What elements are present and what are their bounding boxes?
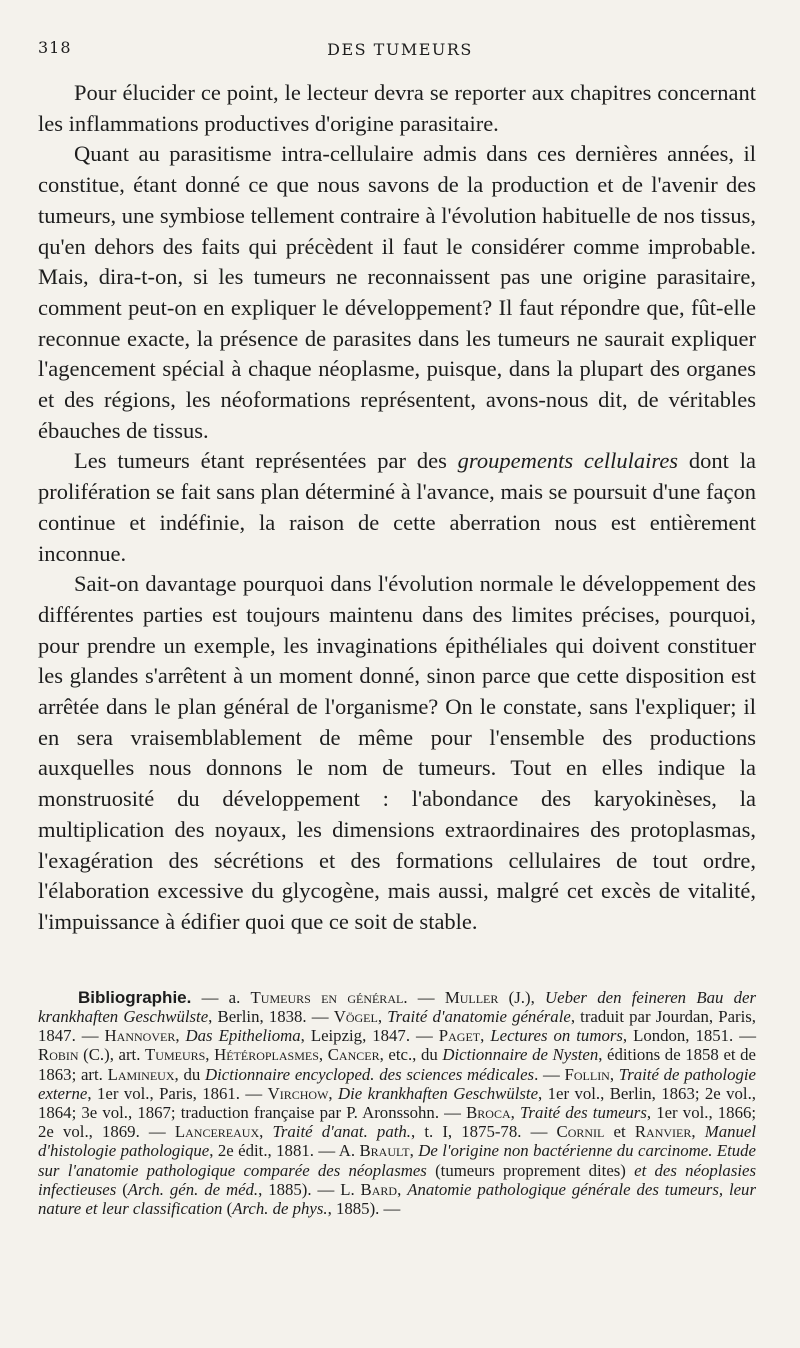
bibliography bbox=[38, 988, 756, 1218]
bibliography-text: , 2e édit., 1881. — A. bbox=[209, 1141, 360, 1161]
bibliography-title: Das Epithelioma bbox=[185, 1026, 301, 1046]
bibliography-text: , traduit par Jourdan, Paris, 1847. — bbox=[38, 1006, 757, 1046]
bibliography-title: Traité de pathologie externe bbox=[38, 1064, 756, 1103]
bibliography-text: , Leipzig, 1847. — bbox=[300, 1026, 439, 1046]
bibliography-author: Cornil bbox=[556, 1122, 605, 1142]
bibliography-text: , t. I, 1875-78. — bbox=[410, 1122, 557, 1142]
bibliography-title: Anatomie pathologique générale des tumeurs, leur nature et leur classification bbox=[38, 1179, 756, 1218]
bibliography-author: Tumeurs en général bbox=[250, 987, 404, 1007]
bibliography-title: Traité d'anat. path. bbox=[272, 1122, 411, 1142]
bibliography-text: , 1885). — L. bbox=[258, 1179, 361, 1199]
bibliography-title: Lectures on tumors bbox=[490, 1026, 623, 1046]
bibliography-text: , bbox=[175, 1026, 186, 1046]
bibliography-text: , bbox=[691, 1122, 705, 1142]
bibliography-title: Arch. gén. de méd. bbox=[127, 1179, 259, 1199]
bibliography-text: , du bbox=[174, 1064, 205, 1084]
bibliography-title: De l'origine non bactérienne du carcinome. Etude sur l'anatomie pathologique comparée des néoplasmes bbox=[38, 1141, 756, 1180]
bibliography-title: Die krankhaften Geschwülste bbox=[338, 1083, 539, 1103]
bibliography-text: , etc., du bbox=[379, 1045, 443, 1065]
bibliography-title: Ueber den feineren Bau der krankhaften Geschwülste bbox=[38, 987, 756, 1026]
bibliography-text: . — bbox=[403, 987, 445, 1007]
bibliography-text: , bbox=[409, 1141, 419, 1161]
bibliography-text: , bbox=[328, 1083, 338, 1103]
bibliography-text: ( bbox=[116, 1179, 128, 1199]
bibliography-text: , bbox=[480, 1026, 491, 1046]
bibliography-title: Traité d'anatomie générale bbox=[387, 1006, 571, 1026]
bibliography-title: Dictionnaire encycloped. des sciences médicales bbox=[204, 1064, 535, 1084]
bibliography-text: , Berlin, 1838. — bbox=[208, 1006, 334, 1026]
bibliography-author: Vögel bbox=[333, 1006, 378, 1026]
bibliography-author: Tumeurs, Hétéroplasmes, Cancer bbox=[145, 1045, 380, 1065]
bibliography-text: , 1er vol., 1866; 2e vol., 1869. — bbox=[38, 1102, 757, 1142]
bibliography-text: ( bbox=[222, 1198, 233, 1218]
bibliography-title: Manuel d'histologie pathologique bbox=[38, 1122, 756, 1161]
bibliography-title: et des néoplasies infectieuses bbox=[38, 1160, 756, 1199]
paragraph-1: Pour élucider ce point, le lecteur devra se reporter aux chapitres concernant les inflammations productives d'origine parasitaire. bbox=[38, 80, 756, 136]
page-number: 318 bbox=[38, 38, 72, 57]
bibliography-text: . — bbox=[534, 1064, 565, 1084]
bibliography-author: Follin bbox=[564, 1064, 610, 1084]
bibliography-text: , London, 1851. — bbox=[622, 1026, 757, 1046]
bibliography-text: , bbox=[397, 1179, 408, 1199]
bibliography-text: , 1er vol., Berlin, 1863; 2e vol., 1864; 3e vol., 1867; traduction française par P. Aronssohn. — bbox=[38, 1083, 756, 1122]
bibliography-text: et bbox=[604, 1122, 635, 1142]
bibliography-text: , bbox=[259, 1122, 273, 1142]
bibliography-text: , 1885). — bbox=[327, 1198, 401, 1218]
bibliography-author: Ranvier bbox=[634, 1122, 692, 1142]
paragraph-2: Quant au parasitisme intra-cellulaire admis dans ces dernières années, il constitue, étant donné ce que nous savons de la production et de l'avenir des tumeurs, une symbiose tellement contraire à l'évolution habituelle de nos tissus, qu'en dehors des faits qui précèdent il faut le considérer comme improbable. Mais, dira-t-on, si les tumeurs ne reconnaissent pas une origine parasitaire, comment peut-on en expliquer le développement? Il faut répondre que, fût-elle reconnue exacte, la présence de parasites dans les tumeurs ne saurait expliquer l'agencement spécial à chaque néoplasme, puisque, dans la plupart des organes et des régions, les néoformations représentent, avons-nous dit, de véritables ébauches de tissus. bbox=[38, 141, 756, 443]
bibliography-author: Lamineux bbox=[107, 1064, 175, 1084]
paragraph-3-text-start: Les tumeurs étant représentées par des bbox=[74, 448, 458, 474]
bibliography-text: — a. bbox=[191, 987, 251, 1007]
bibliography-author: Paget bbox=[438, 1026, 481, 1046]
bibliography-text: (J.), bbox=[498, 987, 546, 1007]
bibliography-text: , bbox=[510, 1102, 521, 1122]
paragraph-3 bbox=[38, 446, 756, 569]
bibliography-text: , bbox=[609, 1064, 619, 1084]
bibliography-author: Virchow bbox=[267, 1083, 329, 1103]
bibliography-text: , bbox=[377, 1006, 388, 1026]
bibliography-author: Lancereaux bbox=[174, 1122, 260, 1142]
bibliography-title: Dictionnaire de Nysten bbox=[442, 1045, 599, 1065]
bibliography-text: , 1er vol., Paris, 1861. — bbox=[87, 1083, 268, 1103]
bibliography-author: Robin bbox=[38, 1045, 79, 1065]
bibliography-author: Hannover bbox=[104, 1026, 176, 1046]
bibliography-title: Arch. de phys. bbox=[232, 1198, 328, 1218]
bibliography-text: (C.), art. bbox=[78, 1045, 146, 1065]
main-text bbox=[38, 78, 756, 938]
bibliography-author: Brault bbox=[359, 1141, 410, 1161]
paragraph-4: Sait-on davantage pourquoi dans l'évolution normale le développement des différentes parties est toujours maintenu dans des limites précises, pourquoi, pour prendre un exemple, les invaginations épithéliales qui doivent constituer les glandes s'arrêtent à un moment donné, sinon parce que cette disposition est arrêtée dans le plan général de l'organisme? On le constate, sans l'expliquer; il en sera vraisemblablement de même pour l'ensemble des productions auxquelles nous donnons le nom de tumeurs. Tout en elles indique la monstruosité du développement : l'abondance des karyokinèses, la multiplication des noyaux, les dimensions extraordinaires des protoplasmas, l'exagération des sécrétions et des formations cellulaires de tout ordre, l'élaboration excessive du glycogène, mais aussi, malgré cet excès de vitalité, l'impuissance à édifier quoi que ce soit de stable. bbox=[38, 571, 756, 934]
bibliography-text: (tumeurs proprement dites) bbox=[426, 1160, 635, 1180]
bibliography-text: , éditions de 1858 et de 1863; art. bbox=[38, 1045, 757, 1084]
bibliography-heading: Bibliographie. bbox=[78, 987, 192, 1007]
bibliography-author: Muller bbox=[444, 987, 499, 1007]
running-title: DES TUMEURS bbox=[327, 40, 473, 59]
bibliography-author: Broca bbox=[466, 1102, 511, 1122]
bibliography-author: Bard bbox=[360, 1179, 398, 1199]
bibliography-title: Traité des tumeurs bbox=[520, 1102, 647, 1122]
paragraph-3-italic: groupements cellulaires bbox=[457, 448, 679, 474]
paragraph-3-text-end: dont la prolifération se fait sans plan déterminé à l'avance, mais se poursuit d'une façon continue et indéfinie, la raison de cette aberration nous est entièrement inconnue. bbox=[38, 448, 756, 566]
